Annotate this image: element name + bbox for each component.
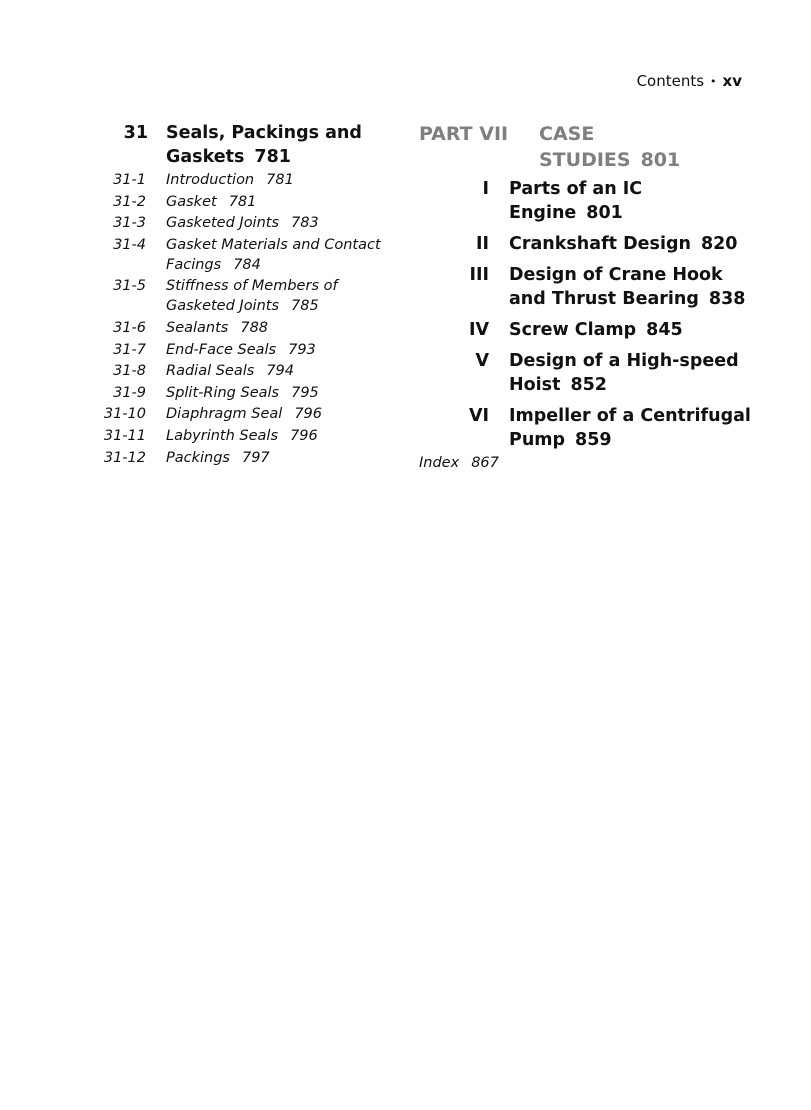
case-study-entry-page: 801 bbox=[586, 203, 623, 223]
section-entry-title: Gasket Materials and Contact Facings bbox=[166, 236, 381, 273]
section-entry-number: 31-1 bbox=[113, 172, 146, 188]
part-heading[interactable] bbox=[419, 121, 759, 173]
section-entry[interactable] bbox=[90, 318, 420, 338]
section-entry[interactable] bbox=[90, 426, 420, 446]
section-entry-number: 31-6 bbox=[113, 319, 146, 336]
section-entry-page: 794 bbox=[266, 363, 294, 380]
section-entry-number: 31-3 bbox=[113, 215, 146, 232]
section-entry[interactable] bbox=[90, 192, 420, 212]
index-entry[interactable] bbox=[419, 453, 759, 473]
page-number: xv bbox=[722, 72, 742, 90]
section-entry-title: Stiffness of Members of Gasketed Joints bbox=[166, 278, 338, 315]
section-entry-page: 793 bbox=[288, 341, 316, 358]
section-entry-title: Introduction bbox=[166, 172, 255, 188]
part-label: PART VII bbox=[419, 123, 509, 145]
section-entry[interactable] bbox=[90, 383, 420, 403]
case-study-entry-number: III bbox=[469, 265, 489, 285]
case-study-entry[interactable] bbox=[419, 263, 759, 311]
chapter-page: 781 bbox=[254, 147, 291, 167]
case-study-entry[interactable] bbox=[419, 232, 759, 256]
case-study-entry-title: Impeller of a Centrifugal Pump bbox=[509, 406, 751, 450]
case-study-entry-page: 852 bbox=[570, 375, 607, 395]
index-label: Index bbox=[419, 455, 460, 471]
section-entry-number: 31-12 bbox=[103, 449, 146, 466]
section-entry-title: End-Face Seals bbox=[166, 341, 277, 358]
section-entry[interactable] bbox=[90, 235, 420, 275]
section-entry[interactable] bbox=[90, 404, 420, 424]
section-entry-page: 788 bbox=[240, 319, 269, 336]
section-entry-title: Diaphragm Seal bbox=[166, 406, 283, 423]
part-contents bbox=[419, 121, 759, 473]
section-entry-page: 781 bbox=[228, 193, 257, 210]
case-study-entry-title: Parts of an IC Engine bbox=[509, 179, 643, 223]
part-page: 801 bbox=[640, 149, 681, 171]
case-study-entry-number: V bbox=[475, 351, 489, 371]
section-entry-page: 795 bbox=[291, 384, 319, 401]
section-list bbox=[90, 170, 420, 468]
section-entry-title: Gasketed Joints bbox=[166, 215, 280, 232]
case-study-entry-title: Screw Clamp bbox=[509, 320, 637, 340]
case-study-entry[interactable] bbox=[419, 349, 759, 397]
chapter-heading[interactable] bbox=[90, 121, 420, 169]
case-study-entry-title: Design of a High-speed Hoist bbox=[509, 351, 739, 395]
section-entry-page: 784 bbox=[233, 256, 261, 273]
case-study-entry-page: 838 bbox=[708, 289, 746, 309]
section-entry-page: 785 bbox=[291, 298, 319, 315]
case-study-entry-page: 845 bbox=[646, 320, 683, 340]
section-entry-page: 796 bbox=[290, 427, 318, 444]
section-entry-page: 796 bbox=[294, 406, 322, 423]
section-entry-title: Split-Ring Seals bbox=[166, 384, 280, 401]
section-entry-number: 31-2 bbox=[113, 193, 146, 210]
chapter-number: 31 bbox=[123, 123, 148, 143]
section-entry[interactable] bbox=[90, 276, 420, 316]
section-entry-page: 797 bbox=[241, 449, 270, 466]
case-study-entry-page: 820 bbox=[700, 234, 738, 254]
section-entry-title: Sealants bbox=[166, 319, 229, 336]
section-entry[interactable] bbox=[90, 448, 420, 468]
section-entry[interactable] bbox=[90, 170, 420, 190]
chapter-title: Seals, Packings and Gaskets bbox=[166, 123, 362, 167]
section-entry-title: Labyrinth Seals bbox=[166, 427, 279, 444]
section-entry-number: 31-5 bbox=[113, 278, 146, 295]
case-study-entry-number: II bbox=[475, 234, 489, 254]
section-entry-number: 31-7 bbox=[113, 341, 146, 358]
case-study-entry-number: I bbox=[482, 179, 489, 199]
case-study-entry[interactable] bbox=[419, 404, 759, 452]
case-study-list bbox=[419, 177, 759, 452]
case-study-entry-page: 859 bbox=[575, 430, 612, 450]
section-entry[interactable] bbox=[90, 340, 420, 360]
section-entry-number: 31-10 bbox=[103, 406, 146, 423]
index-page: 867 bbox=[471, 455, 499, 471]
case-study-entry-title: Crankshaft Design bbox=[509, 234, 691, 254]
section-entry-number: 31-11 bbox=[103, 427, 146, 444]
section-entry-page: 781 bbox=[266, 172, 294, 188]
case-study-entry-title: Design of Crane Hook and Thrust Bearing bbox=[509, 265, 723, 309]
case-study-entry-number: IV bbox=[468, 320, 489, 340]
running-head bbox=[637, 72, 742, 90]
section-entry-title: Radial Seals bbox=[166, 363, 255, 380]
part-title: CASE STUDIES bbox=[539, 123, 631, 171]
section-entry[interactable] bbox=[90, 213, 420, 233]
section-entry-number: 31-9 bbox=[113, 384, 146, 401]
section-entry-page: 783 bbox=[291, 215, 319, 232]
bullet-icon: • bbox=[710, 75, 717, 88]
section-entry-number: 31-8 bbox=[113, 363, 146, 380]
case-study-entry[interactable] bbox=[419, 177, 759, 225]
case-study-entry[interactable] bbox=[419, 318, 759, 342]
case-study-entry-number: VI bbox=[468, 406, 489, 426]
section-entry-number: 31-4 bbox=[113, 236, 146, 253]
chapter-contents bbox=[90, 121, 420, 469]
section-entry-title: Packings bbox=[166, 449, 230, 466]
running-head-label: Contents bbox=[636, 72, 705, 90]
section-entry-title: Gasket bbox=[166, 193, 217, 210]
section-entry[interactable] bbox=[90, 361, 420, 381]
